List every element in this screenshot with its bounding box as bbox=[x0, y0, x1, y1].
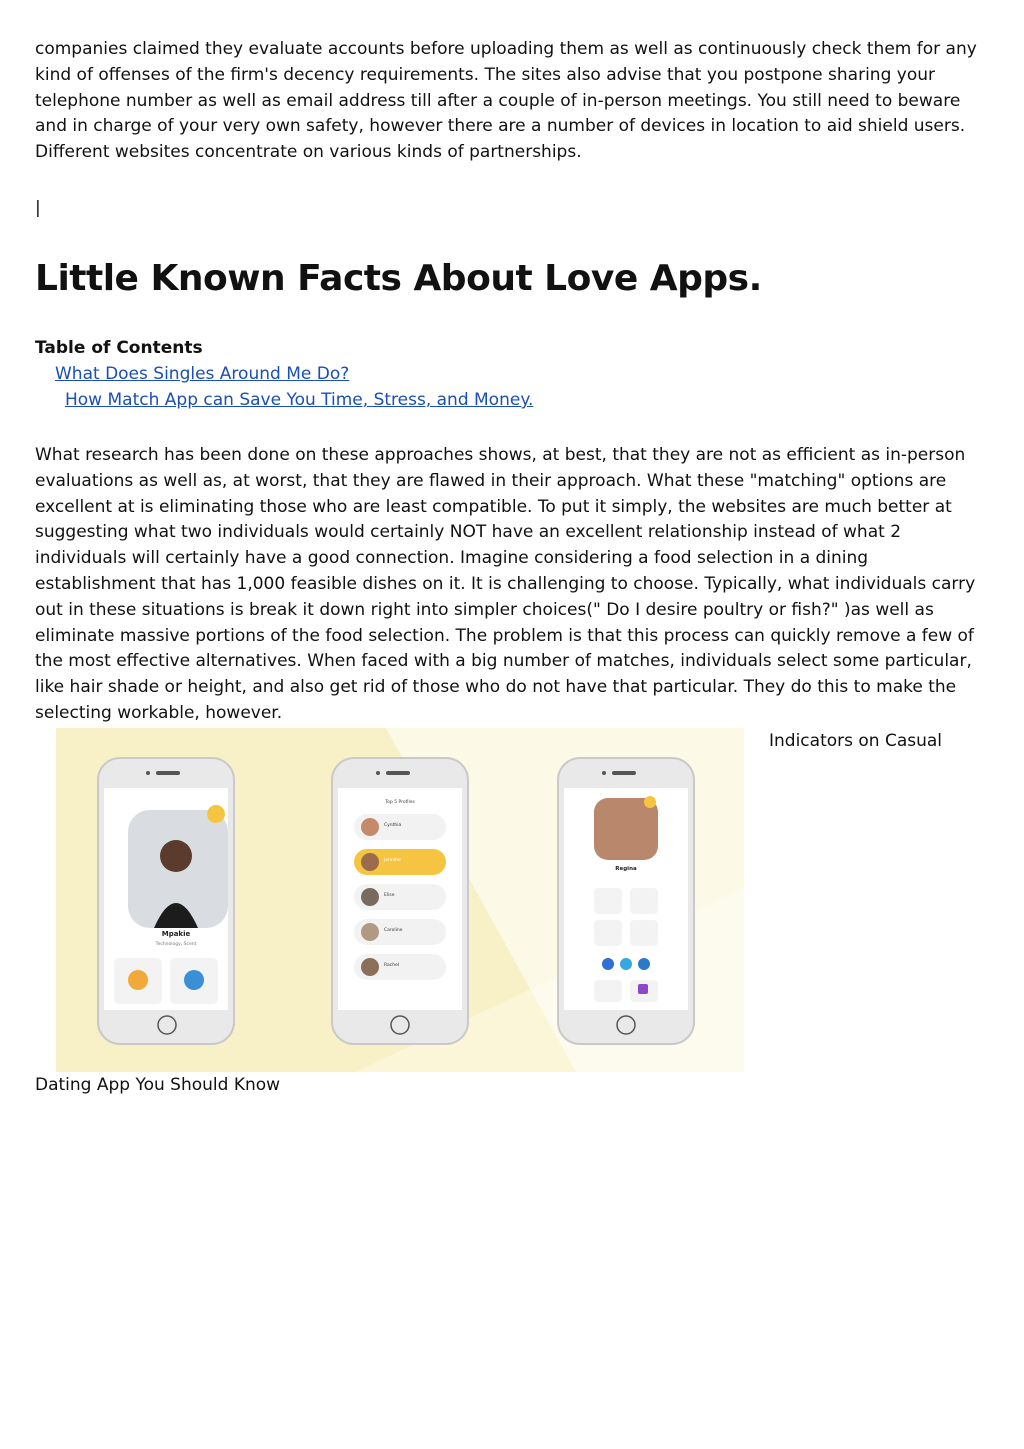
toc-title: Table of Contents bbox=[35, 338, 203, 358]
body-paragraph: What research has been done on these approaches shows, at best, that they are not as efficient as in-person evaluations as well as, at worst, that they are flawed in their approach. What these "matching" options are excellent at is eliminating those who are least compatible. To put it simply, the websites are much better at suggesting what two individuals would certainly NOT have an excellent relationship instead of what 2 individuals will certainly have a good connection. Imagine considering a food selection in a dining establishment that has 1,000 feasible dishes on it. It is challenging to choose. Typically, what individuals carry out in these situations is break it down right into simpler choices(" Do I desire poultry or fish?" )as well as eliminate massive portions of the food selection. The problem is that this process can quickly remove a few of the most effective alternatives. When faced with a big number of matches, individuals select some particular, like hair shade or height, and also get rid of those who do not have that particular. They do this to make the selecting workable, however. bbox=[35, 445, 976, 723]
app-screenshots-image bbox=[56, 728, 744, 1072]
phone3-name: Regina bbox=[615, 866, 637, 872]
phone2-profile-3: Elise bbox=[384, 893, 395, 898]
caption-right: Indicators on Casual bbox=[769, 731, 943, 751]
intro-paragraph: companies claimed they evaluate accounts before uploading them as well as continuously check them for any kind of offenses of the firm's decency requirements. The sites also advise that you postpone sharing your telephone number as well as email address till after a couple of in-person meetings. You still need to beware and in charge of your very own safety, however there are a number of devices in location to aid shield users. Different websites concentrate on various kinds of partnerships. bbox=[35, 39, 977, 163]
toc-link-match-app[interactable]: How Match App can Save You Time, Stress, and Money. bbox=[65, 390, 534, 410]
page-title: Little Known Facts About Love Apps. bbox=[35, 258, 762, 299]
caption-bottom: Dating App You Should Know bbox=[35, 1075, 281, 1095]
phone2-profile-1: Cynthia bbox=[384, 823, 402, 828]
phone2-header: Top 5 Profiles bbox=[385, 800, 415, 805]
phone-top-profiles bbox=[332, 758, 468, 1044]
toc-link-singles[interactable]: What Does Singles Around Me Do? bbox=[55, 364, 350, 384]
phone-mpakie bbox=[98, 758, 234, 1044]
phone2-profile-2: Jennifer bbox=[384, 858, 402, 863]
phone2-profile-4: Caroline bbox=[384, 928, 403, 933]
phone1-subtitle: Technology, Scent bbox=[155, 942, 197, 947]
phone-regina bbox=[558, 758, 694, 1044]
phone1-name: Mpakie bbox=[161, 930, 191, 938]
phone2-profile-5: Rachel bbox=[384, 963, 400, 968]
separator-bar: | bbox=[35, 198, 41, 218]
